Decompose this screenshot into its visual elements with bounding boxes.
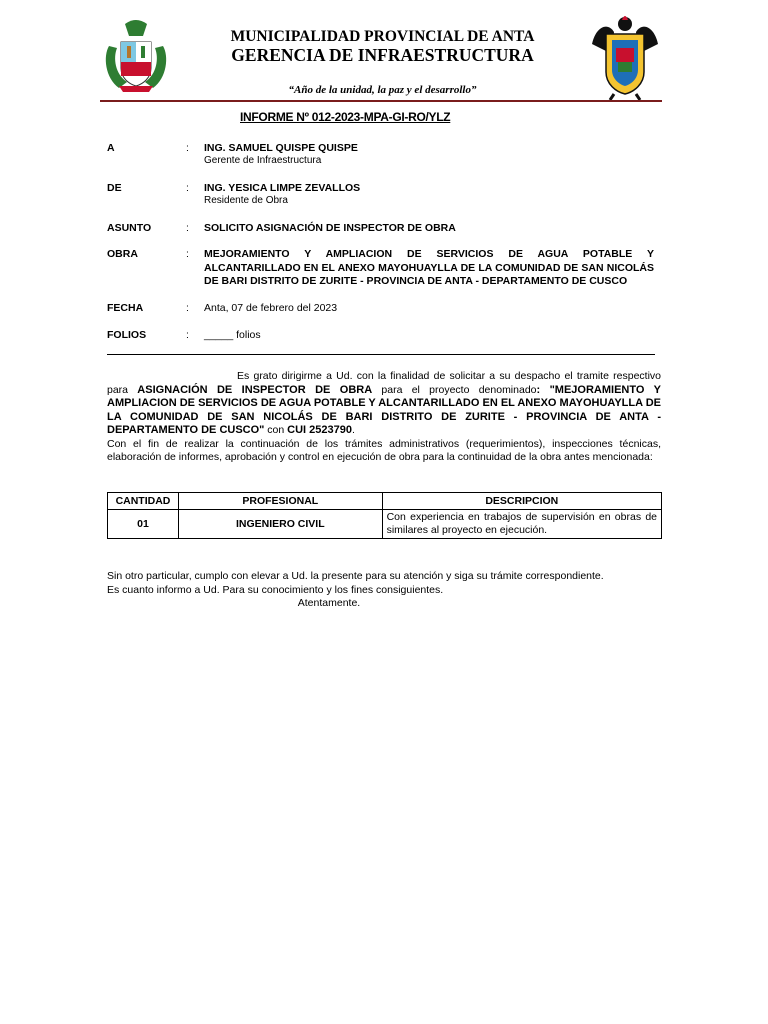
anta-coat-of-arms-icon xyxy=(590,14,660,100)
date-value: Anta, 07 de febrero del 2023 xyxy=(204,302,338,314)
municipality-name: MUNICIPALIDAD PROVINCIAL DE ANTA xyxy=(230,28,535,45)
sender-name: ING. YESICA LIMPE ZEVALLOS xyxy=(204,182,361,194)
con-text: con xyxy=(264,424,288,436)
table-header-cell: CANTIDAD xyxy=(108,493,179,510)
recipient-name: ING. SAMUEL QUISPE QUISPE xyxy=(204,142,358,154)
meta-label: DE xyxy=(107,182,122,194)
meta-label: FECHA xyxy=(107,302,144,314)
meta-label: A xyxy=(107,142,115,154)
letterhead xyxy=(100,12,665,102)
professional-cell: INGENIERO CIVIL xyxy=(178,510,382,539)
meta-value xyxy=(204,329,654,341)
intro-text: Es grato dirigirme a Ud. con la finalidad de solicitar a su despacho el tramite respectivo para xyxy=(107,370,661,396)
quantity-cell: 01 xyxy=(108,510,179,539)
meta-value xyxy=(204,248,654,289)
staff-table xyxy=(107,492,662,539)
request-bold: ASIGNACIÓN DE INSPECTOR DE OBRA xyxy=(137,383,373,396)
meta-label: FOLIOS xyxy=(107,329,147,341)
table-row xyxy=(108,510,662,539)
header-divider xyxy=(100,100,662,102)
meta-value xyxy=(204,182,654,206)
meta-label: ASUNTO xyxy=(107,222,152,234)
department-name: GERENCIA DE INFRAESTRUCTURA xyxy=(231,45,534,65)
project-intro-text: para el proyecto denominado xyxy=(372,383,537,396)
folios-blank: _____ xyxy=(204,329,234,341)
report-title: INFORME Nº 012-2023-MPA-GI-RO/YLZ xyxy=(240,110,451,124)
year-motto: “Año de la unidad, la paz y el desarrollo” xyxy=(288,84,477,96)
sender-role: Residente de Obra xyxy=(204,195,288,206)
body-paragraph xyxy=(107,370,661,465)
meta-value xyxy=(204,222,654,234)
table-header-cell: PROFESIONAL xyxy=(178,493,382,510)
meta-colon: : xyxy=(186,329,189,341)
project-name-bold: : "MEJORAMIENTO Y AMPLIACION DE SERVICIOS DE AGUA POTABLE Y ALCANTARILLADO EN EL ANEXO MAYOHUAYLLA DE LA COMUNIDAD DE SAN NICOLÁS DE BARI DISTRITO DE ZURITE - PROVINCIA DE ANTA - DEPARTAMENTO DE CUSCO" xyxy=(107,383,661,436)
meta-colon: : xyxy=(186,182,189,194)
meta-value xyxy=(204,142,654,166)
sign-off: Atentamente. xyxy=(297,597,361,609)
meta-colon: : xyxy=(186,222,189,234)
cui-code: CUI 2523790 xyxy=(287,424,352,436)
period: . xyxy=(351,424,355,436)
recipient-role: Gerente de Infraestructura xyxy=(204,155,322,166)
meta-colon: : xyxy=(186,248,189,260)
project-value: MEJORAMIENTO Y AMPLIACION DE SERVICIOS DE AGUA POTABLE Y ALCANTARILLADO EN EL ANEXO MAYOHUAYLLA DE LA COMUNIDAD DE SAN NICOLÁS DE BARI DISTRITO DE ZURITE - PROVINCIA DE ANTA - DEPARTAMENTO DE CUSCO xyxy=(204,248,654,287)
folios-value: folios xyxy=(236,329,261,341)
meta-label: OBRA xyxy=(107,248,138,260)
description-cell: Con experiencia en trabajos de supervisión en obras de similares al proyecto en ejecución. xyxy=(382,510,661,539)
continuation-text: Con el fin de realizar la continuación de los trámites administrativos (requerimientos), inspecciones técnicas, elaboración de informes, aprobación y control en ejecución de obra para la continuidad de la obra antes mencionada: xyxy=(107,437,661,463)
subject-value: SOLICITO ASIGNACIÓN DE INSPECTOR DE OBRA xyxy=(204,222,456,234)
meta-divider xyxy=(107,354,655,355)
closing-line: Es cuanto informo a Ud. Para su conocimiento y los fines consiguientes. xyxy=(107,583,444,596)
closing-block xyxy=(107,570,661,611)
table-header-cell: DESCRIPCION xyxy=(382,493,661,510)
meta-colon: : xyxy=(186,142,189,154)
table-header-row xyxy=(108,493,662,510)
closing-line: Sin otro particular, cumplo con elevar a Ud. la presente para su atención y siga su trámite correspondiente. xyxy=(107,570,604,582)
meta-colon: : xyxy=(186,302,189,314)
